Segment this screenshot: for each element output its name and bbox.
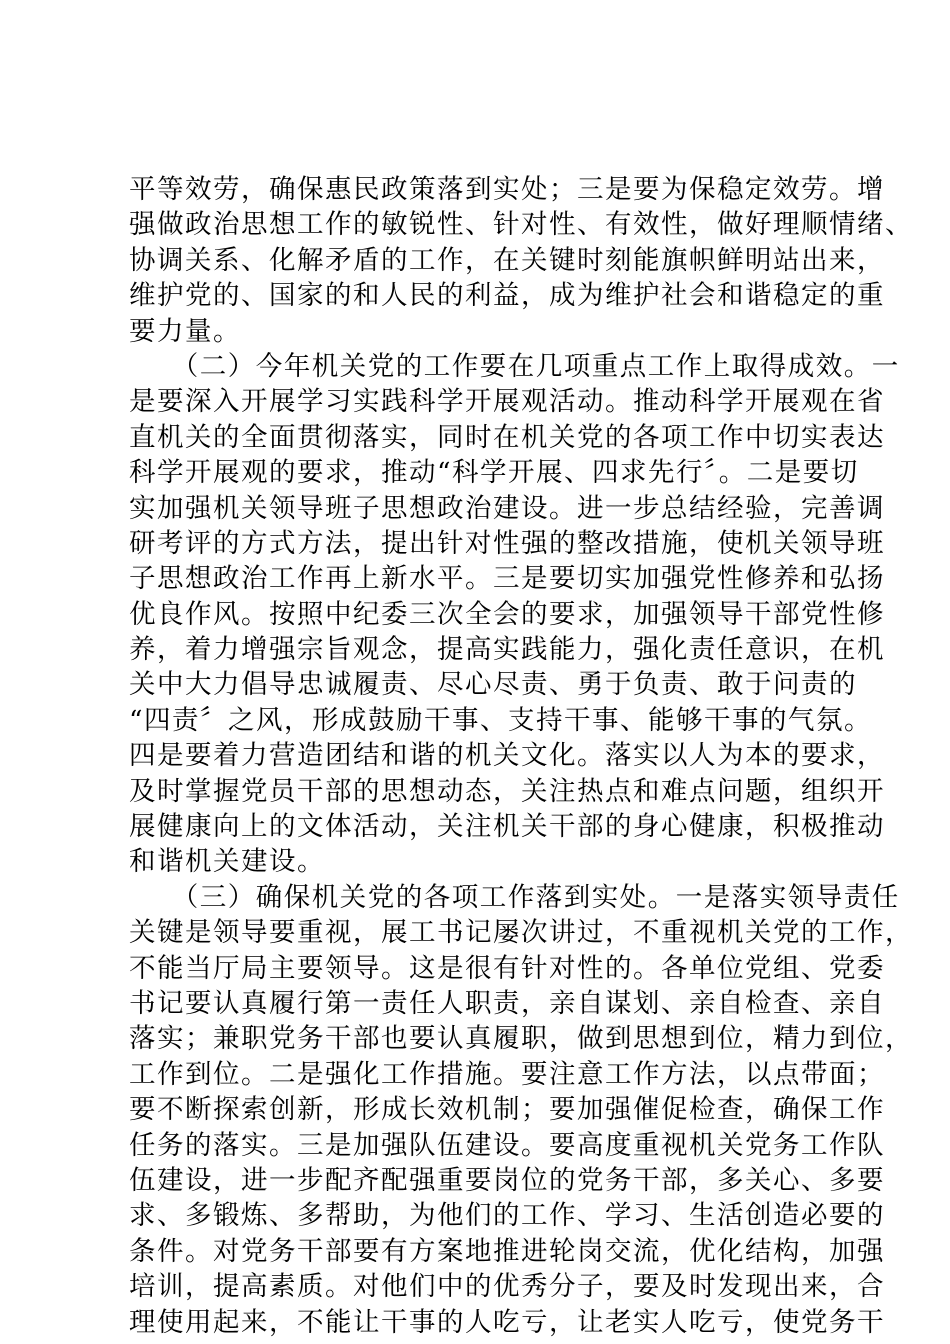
text-line: 优良作风。按照中纪委三次全会的要求，加强领导干部党性修 bbox=[129, 598, 885, 630]
text-line: 伍建设，进一步配齐配强重要岗位的党务干部，多关心、多要 bbox=[129, 1164, 885, 1196]
text-line: 要力量。 bbox=[129, 315, 241, 347]
text-line: 展健康向上的文体活动，关注机关干部的身心健康，积极推动 bbox=[129, 811, 885, 843]
text-line: 养，着力增强宗旨观念，提高实践能力，强化责任意识，在机 bbox=[129, 634, 885, 666]
text-line: 工作到位。二是强化工作措施。要注意工作方法，以点带面； bbox=[129, 1058, 885, 1090]
document-body-text bbox=[129, 172, 913, 1340]
text-line: 不能当厅局主要领导。这是很有针对性的。各单位党组、党委 bbox=[129, 952, 885, 984]
text-line: （三）确保机关党的各项工作落到实处。一是落实领导责任 bbox=[129, 881, 900, 913]
text-line: “四责〞之风，形成鼓励干事、支持干事、能够干事的气氛。 bbox=[129, 704, 873, 736]
text-line: 研考评的方式方法，提出针对性强的整改措施，使机关领导班 bbox=[129, 527, 885, 559]
text-line: 是要深入开展学习实践科学开展观活动。推动科学开展观在省 bbox=[129, 386, 885, 418]
text-line: 子思想政治工作再上新水平。三是要切实加强党性修养和弘扬 bbox=[129, 563, 885, 595]
text-line: 书记要认真履行第一责任人职责，亲自谋划、亲自检查、亲自 bbox=[129, 987, 885, 1019]
text-line: 培训，提高素质。对他们中的优秀分子，要及时发现出来，合 bbox=[129, 1271, 885, 1303]
text-line: 维护党的、国家的和人民的利益，成为维护社会和谐稳定的重 bbox=[129, 280, 885, 312]
text-line: 协调关系、化解矛盾的工作，在关键时刻能旗帜鲜明站出来， bbox=[129, 244, 885, 276]
text-line: 和谐机关建设。 bbox=[129, 846, 325, 878]
text-line: （二）今年机关党的工作要在几项重点工作上取得成效。一 bbox=[129, 350, 900, 382]
text-line: 四是要着力营造团结和谐的机关文化。落实以人为本的要求， bbox=[129, 740, 885, 772]
text-line: 关中大力倡导忠诚履责、尽心尽责、勇于负责、敢于问责的 bbox=[129, 669, 857, 701]
text-line: 理使用起来，不能让干事的人吃亏，让老实人吃亏，使党务干 bbox=[129, 1306, 885, 1338]
text-line: 强做政治思想工作的敏锐性、针对性、有效性，做好理顺情绪、 bbox=[129, 209, 913, 241]
text-line: 条件。对党务干部要有方案地推进轮岗交流，优化结构，加强 bbox=[129, 1235, 885, 1267]
text-line: 关键是领导要重视，展工书记屡次讲过，不重视机关党的工作， bbox=[129, 917, 913, 949]
text-line: 任务的落实。三是加强队伍建设。要高度重视机关党务工作队 bbox=[129, 1129, 885, 1161]
text-line: 及时掌握党员干部的思想动态，关注热点和难点问题，组织开 bbox=[129, 775, 885, 807]
text-line: 求、多锻炼、多帮助，为他们的工作、学习、生活创造必要的 bbox=[129, 1200, 885, 1232]
text-line: 科学开展观的要求，推动“科学开展、四求先行〞。二是要切 bbox=[129, 457, 859, 489]
text-line: 直机关的全面贯彻落实，同时在机关党的各项工作中切实表达 bbox=[129, 421, 885, 453]
text-line: 实加强机关领导班子思想政治建设。进一步总结经验，完善调 bbox=[129, 492, 885, 524]
text-line: 平等效劳，确保惠民政策落到实处；三是要为保稳定效劳。增 bbox=[129, 174, 885, 205]
text-line: 落实；兼职党务干部也要认真履职，做到思想到位，精力到位， bbox=[129, 1023, 913, 1055]
text-line: 要不断探索创新，形成长效机制；要加强催促检查，确保工作 bbox=[129, 1094, 885, 1126]
